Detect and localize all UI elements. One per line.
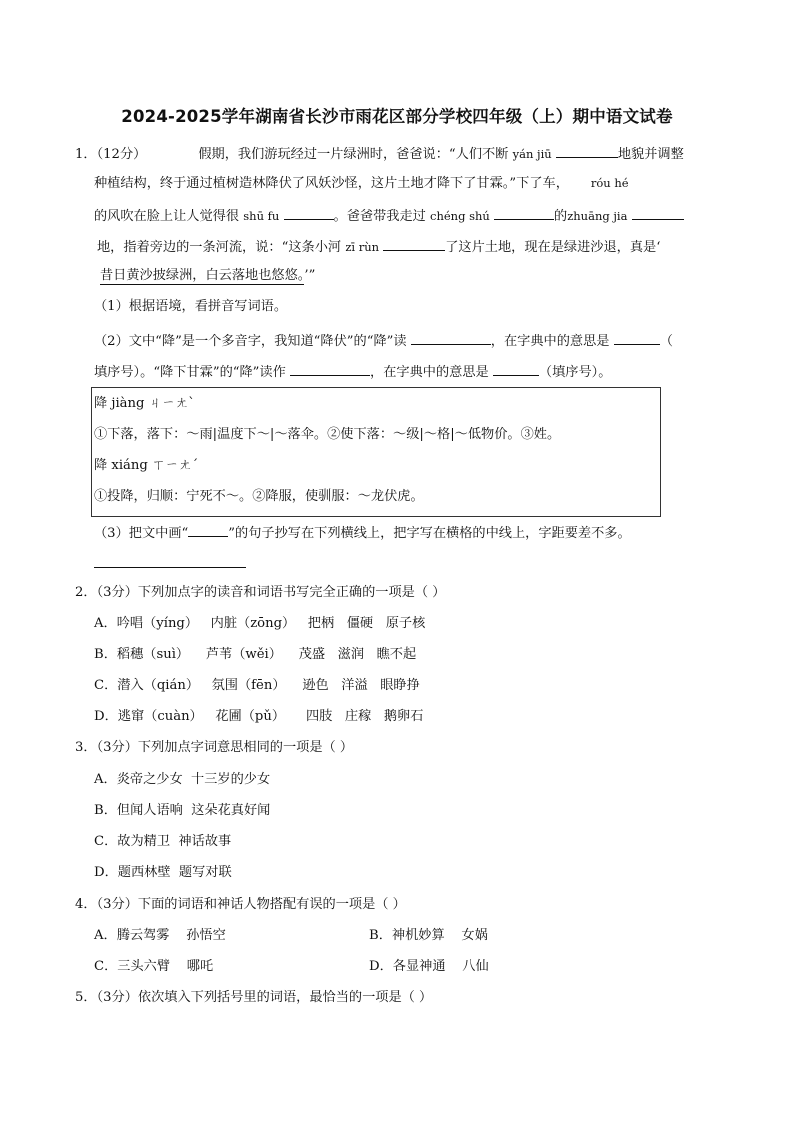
dict-entry-1-def: ①下落，落下：～雨|温度下～|～落伞。②使下落：～级|～格|～低物价。③姓。	[94, 427, 561, 442]
q1-pinyin-4: chéng shú	[430, 209, 490, 223]
q1-text-4b: 了这片土地，现在是绿进沙退，真是‘	[445, 240, 661, 255]
q1-sub-2a: （2）文中“降”是一个多音字，我知道“降伏”的“降”读	[94, 334, 407, 349]
q1-text-3a: 的风吹在脸上让人觉得很	[94, 209, 240, 224]
q4-option-d[interactable]: D．各显神通 八仙	[369, 959, 489, 974]
dict-entry-1-head: 降 jiàng ㄐㄧㄤˋ	[94, 396, 195, 411]
q5-stem: 5．（3分）依次填入下列括号里的词语，最恰当的一项是（ ）	[75, 990, 433, 1005]
q3-option-a[interactable]: A．炎帝之少女 十三岁的少女	[94, 772, 271, 787]
q4-option-b[interactable]: B．神机妙算 女娲	[369, 928, 488, 943]
q1-blank-4[interactable]	[494, 205, 554, 220]
q3-option-c[interactable]: C．故为精卫 神话故事	[94, 834, 232, 849]
q1-sub-1: （1）根据语境，看拼音写词语。	[94, 299, 288, 314]
q3-option-d[interactable]: D．题西林壁 题写对联	[94, 865, 232, 880]
q1-pinyin-6: zī rùn	[345, 240, 380, 254]
dict-entry-2-head: 降 xiáng ㄒㄧㄤˊ	[94, 458, 199, 473]
q1-sub-3b: ”的句子抄写在下列横线上，把字写在横格的中线上，字距要差不多。	[228, 526, 631, 541]
q1-sub-3a: （3）把文中画“	[94, 526, 189, 541]
q1-sub-2-blank-2[interactable]	[614, 330, 660, 345]
q1-line-2	[94, 174, 629, 193]
q1-line-1	[75, 143, 684, 164]
q1-sub-2e: ，在字典中的意思是	[370, 365, 489, 380]
page-title: 2024-2025学年湖南省长沙市雨花区部分学校四年级（上）期中语文试卷	[121, 107, 673, 126]
q1-sub-2f: （填序号）。	[538, 365, 612, 380]
q4-option-a[interactable]: A．腾云驾雾 孙悟空	[94, 928, 226, 943]
q1-sub-3	[94, 522, 631, 543]
q1-sub-2-blank-3[interactable]	[290, 361, 370, 376]
q1-pinyin-2: róu hé	[590, 176, 629, 190]
q1-blank-6[interactable]	[383, 236, 445, 251]
q2-option-a[interactable]: A．吟唱（yíng） 内脏（zōng） 把柄 僵硬 原子核	[94, 616, 426, 631]
q1-line-5	[100, 267, 315, 285]
q3-stem: 3．（3分）下列加点字词意思相同的一项是（ ）	[75, 740, 354, 755]
q1-sub-2c: （	[659, 334, 673, 349]
q2-stem: 2．（3分）下列加点字的读音和词语书写完全正确的一项是（ ）	[75, 585, 446, 600]
q1-number: 1．	[75, 147, 97, 162]
q2-option-b[interactable]: B．稻穗（suì） 芦苇（wěi） 茂盛 滋润 瞧不起	[94, 647, 417, 662]
q1-sub-2-blank-4[interactable]	[493, 361, 539, 376]
q1-sub-2-line-1	[94, 330, 673, 351]
q1-pinyin-5: zhuāng jia	[567, 209, 628, 223]
q1-underlined-sentence: 昔日黄沙披绿洲，白云落地也悠悠。	[100, 268, 305, 283]
q1-sub-3-mark	[188, 522, 228, 537]
q1-text-1b: 地貌并调整	[617, 147, 684, 162]
q2-option-c[interactable]: C．潜入（qián） 氛围（fēn） 逊色 洋溢 眼睁挣	[94, 678, 420, 693]
q1-sub-2d: 填序号）。“降下甘霖”的“降”读作	[94, 365, 286, 380]
q1-line-4	[97, 236, 660, 257]
q1-text-3c: 的	[554, 209, 568, 224]
q1-copy-line[interactable]	[94, 567, 246, 568]
q1-sub-2-blank-1[interactable]	[411, 330, 491, 345]
q1-line-3	[94, 205, 684, 226]
q1-blank-1[interactable]	[556, 143, 618, 158]
q1-pinyin-3: shū fu	[243, 209, 280, 223]
q3-option-b[interactable]: B．但闻人语响 这朵花真好闻	[94, 803, 271, 818]
q1-sub-2-line-2	[94, 361, 611, 382]
q4-option-c[interactable]: C．三头六臂 哪吒	[94, 959, 214, 974]
q1-text-1a: 假期，我们游玩经过一片绿洲时，爸爸说：“人们不断	[198, 147, 509, 162]
q1-score: （12分）	[96, 147, 147, 162]
q4-stem: 4．（3分）下面的词语和神话人物搭配有误的一项是（ ）	[75, 897, 406, 912]
q1-text-3b: 。爸爸带我走过	[333, 209, 426, 224]
q1-sub-2b: ，在字典中的意思是	[490, 334, 610, 349]
q1-pinyin-1: yán jiū	[512, 147, 552, 161]
q1-blank-5[interactable]	[632, 205, 684, 220]
q1-text-2a: 种植结构，终于通过植树造林降伏了风妖沙怪，这片土地才降下了甘霖。”下了车，	[94, 176, 569, 191]
q1-text-4a: 地，指着旁边的一条河流，说：“这条小河	[97, 240, 342, 255]
dict-entry-2-def: ①投降，归顺：宁死不～。②降服，使驯服：～龙伏虎。	[94, 489, 424, 504]
q1-blank-3[interactable]	[284, 205, 334, 220]
q2-option-d[interactable]: D．逃窜（cuàn） 花圃（pǔ） 四肢 庄稼 鹅卵石	[94, 709, 424, 724]
q1-quote-end: ’”	[304, 268, 316, 283]
